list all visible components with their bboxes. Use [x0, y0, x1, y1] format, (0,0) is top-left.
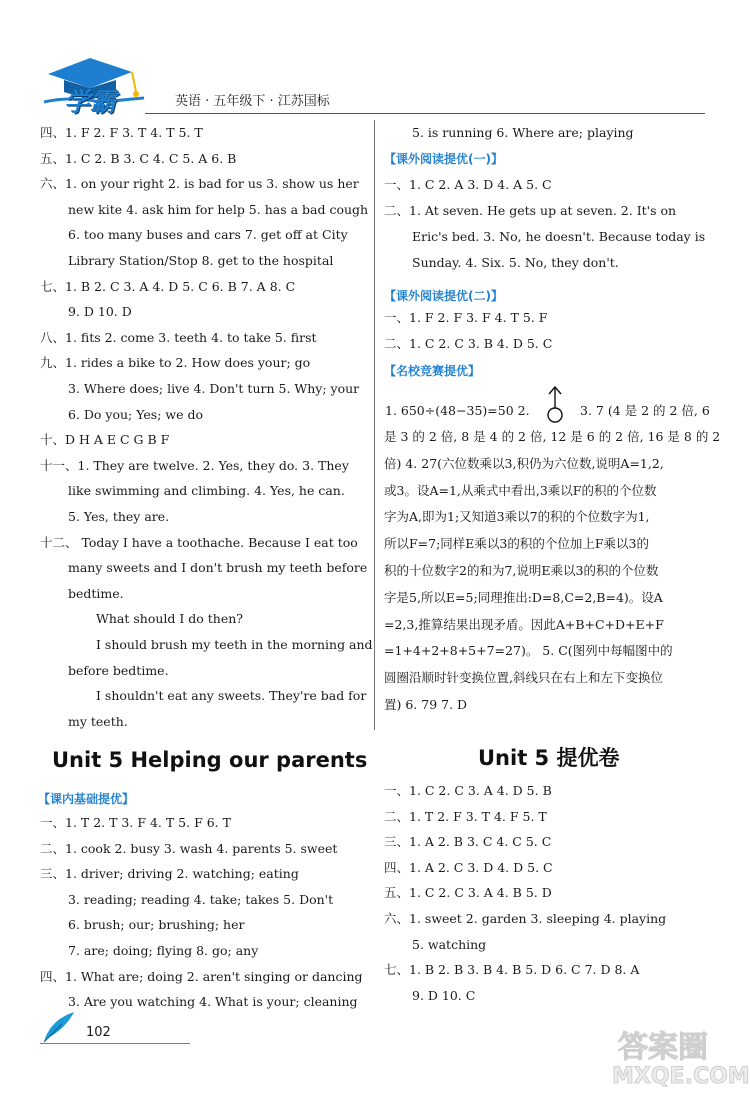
answer-line: 五、1. C 2. B 3. C 4. C 5. A 6. B	[40, 150, 237, 166]
header-subtitle: 英语 · 五年级下 · 江苏国标	[175, 94, 330, 109]
feather-icon	[40, 1010, 76, 1044]
right-first-line: 5. is running 6. Where are; playing	[412, 125, 634, 140]
answer-line: 所以F=7;同样E乘以3的积的个位加上F乘以3的	[384, 536, 650, 552]
answer-line: 6. Do you; Yes; we do	[68, 406, 204, 422]
footer-rule	[40, 1043, 190, 1044]
answer-line: bedtime.	[68, 585, 124, 601]
answer-line: 3. Where does; live 4. Don't turn 5. Why; your	[68, 381, 360, 396]
header-rule	[145, 113, 705, 114]
answer-line: many sweets and I don't brush my teeth before	[68, 560, 368, 576]
unit5-test-title: Unit 5 提优卷	[478, 746, 620, 770]
answer-line: 5. Yes, they are.	[68, 509, 170, 524]
answer-line: 八、1. fits 2. come 3. teeth 4. to take 5. first	[40, 329, 317, 345]
answer-line: 四、1. What are; doing 2. aren't singing or dancing	[40, 968, 363, 984]
answer-line: 是 3 的 2 倍, 8 是 4 的 2 倍, 12 是 6 的 2 倍, 16 是 8 的 2	[384, 429, 721, 444]
answer-line: 9. D 10. D	[68, 304, 132, 320]
answer-line: 7. are; doing; flying 8. go; any	[68, 943, 259, 958]
answer-line: 倍) 4. 27(六位数乘以3,积仍为六位数,说明A=1,2,	[384, 455, 664, 471]
watermark-cn: 答案圈	[618, 1030, 708, 1065]
header	[0, 0, 750, 125]
answer-line: 或3。设A=1,从乘式中看出,3乘以F的积的个位数	[384, 482, 657, 498]
answer-line: 一、1. F 2. F 3. F 4. T 5. F	[384, 310, 548, 325]
answer-line: 3. Are you watching 4. What is your; cleaning	[68, 994, 358, 1010]
answer-line: 四、1. A 2. C 3. D 4. D 5. C	[384, 859, 553, 875]
answer-line: before bedtime.	[68, 662, 169, 678]
answer-line: =2,3,推算结果出现矛盾。因此A+B+C+D+E+F	[384, 616, 664, 632]
answer-line: 6. brush; our; brushing; her	[68, 917, 245, 933]
answer-line: 一、1. C 2. C 3. A 4. D 5. B	[384, 783, 552, 798]
answer-line: 十一、1. They are twelve. 2. Yes, they do. 3. They	[40, 457, 349, 473]
watermark-url: MXQE.COM	[612, 1064, 750, 1089]
arrow-circle-figure	[544, 384, 566, 424]
reading1-tag: 【课外阅读提优(一)】	[384, 152, 503, 166]
answer-line: 十、D H A E C G B F	[40, 432, 170, 448]
answer-line: 二、1. T 2. F 3. T 4. F 5. T	[384, 808, 547, 824]
reading2-tag: 【课外阅读提优(二)】	[384, 289, 503, 303]
answer-line: 5. watching	[412, 936, 487, 952]
answer-line: 字是5,所以E=5;同理推出:D=8,C=2,B=4)。设A	[384, 589, 663, 605]
competition-answer-3: 3. 7 (4 是 2 的 2 倍, 6	[580, 403, 710, 418]
answer-line: 一、1. T 2. T 3. F 4. T 5. F 6. T	[40, 815, 231, 830]
page-number: 102	[86, 1025, 111, 1040]
answer-line: 一、1. C 2. A 3. D 4. A 5. C	[384, 177, 552, 192]
answer-line: 三、1. driver; driving 2. watching; eating	[40, 866, 299, 882]
answer-line: 6. too many buses and cars 7. get off at City	[68, 227, 348, 243]
answer-line: 二、1. C 2. C 3. B 4. D 5. C	[384, 336, 553, 351]
answer-line: my teeth.	[68, 713, 128, 729]
answer-line: 圆圈沿顺时针变换位置,斜线只在右上和左下变换位	[384, 670, 663, 686]
logo-text: 学霸	[64, 88, 117, 118]
answer-line: 四、1. F 2. F 3. T 4. T 5. T	[40, 125, 203, 140]
answer-line: =1+4+2+8+5+7=27)。 5. C(图列中每幅图中的	[384, 643, 673, 659]
answer-line: Eric's bed. 3. No, he doesn't. Because today is	[412, 229, 706, 244]
unit5-title: Unit 5 Helping our parents	[52, 748, 368, 772]
answer-line: 置) 6. 79 7. D	[384, 697, 468, 712]
answer-line: 9. D 10. C	[412, 987, 476, 1003]
answer-line: new kite 4. ask him for help 5. has a bad cough	[68, 201, 369, 217]
answer-line: 七、1. B 2. B 3. B 4. B 5. D 6. C 7. D 8. A	[384, 962, 640, 978]
answer-line: 五、1. C 2. C 3. A 4. B 5. D	[384, 885, 552, 901]
answer-line: like swimming and climbing. 4. Yes, he can.	[68, 483, 345, 499]
column-divider	[374, 120, 375, 730]
answer-line: 七、1. B 2. C 3. A 4. D 5. C 6. B 7. A 8. C	[40, 278, 296, 294]
answer-line: 三、1. A 2. B 3. C 4. C 5. C	[384, 834, 552, 850]
answer-line: What should I do then?	[96, 611, 243, 627]
answer-line: 积的十位数字2的和为7,说明E乘以3的积的个位数	[384, 563, 659, 578]
answer-line: 六、1. sweet 2. garden 3. sleeping 4. playing	[384, 911, 667, 926]
answer-line: 3. reading; reading 4. take; takes 5. Don't	[68, 891, 334, 907]
unit5-section-tag: 【课内基础提优】	[38, 792, 135, 806]
answer-line: 十二、 Today I have a toothache. Because I eat too	[40, 534, 358, 550]
answer-line: 字为A,即为1;又知道3乘以7的积的个位数字为1,	[384, 509, 650, 525]
answer-line: 六、1. on your right 2. is bad for us 3. show us her	[40, 176, 359, 192]
answer-line: 二、1. At seven. He gets up at seven. 2. It's on	[384, 203, 677, 218]
answer-line: 九、1. rides a bike to 2. How does your; go	[40, 355, 311, 371]
answer-line: Library Station/Stop 8. get to the hospital	[68, 253, 334, 268]
competition-tag: 【名校竞赛提优】	[384, 364, 481, 378]
answer-line: 二、1. cook 2. busy 3. wash 4. parents 5. sweet	[40, 840, 338, 856]
answer-line: I shouldn't eat any sweets. They're bad for	[96, 688, 367, 704]
answer-line: Sunday. 4. Six. 5. No, they don't.	[412, 255, 619, 270]
answer-line: I should brush my teeth in the morning and	[96, 637, 373, 652]
competition-first-part: 1. 650÷(48−35)=50 2.	[385, 403, 530, 418]
